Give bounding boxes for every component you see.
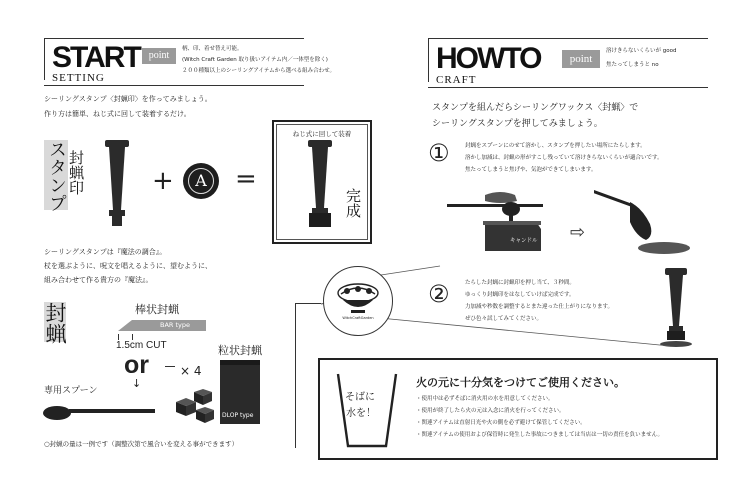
or-label: or bbox=[124, 351, 149, 379]
bar-cut-label: 1.5cm CUT bbox=[116, 340, 167, 351]
step1-line-1: 封蝋をスプーンにのせて溶かし、スタンプを押したい場所にたらします。 bbox=[465, 143, 646, 149]
assembled-stamp-icon bbox=[300, 140, 340, 235]
dlop-type-label: DLOP type bbox=[222, 412, 254, 419]
start-header-bottom-line bbox=[44, 85, 304, 86]
step2-line-3: 力加減や秒数を調整するとまた違った仕上がりになります。 bbox=[465, 304, 614, 310]
howto-title: HOWTO bbox=[436, 42, 541, 75]
spoon-icon bbox=[42, 398, 157, 422]
right-arrow-icon: ⇨ bbox=[570, 222, 586, 243]
wax-frame-vline bbox=[295, 303, 296, 448]
dripping-spoon-illustration bbox=[594, 184, 704, 264]
caution-headline: 火の元に十分気をつけてご使用ください。 bbox=[416, 376, 625, 389]
caution-item-1: ・使用中は必ずそばに消火用の水を用意してください。 bbox=[416, 396, 554, 402]
howto-header-left-line bbox=[428, 38, 429, 82]
caution-item-4: ・関連アイテムの使用および保管時に発生した事故につきましては当店は一切の責任を負いません。 bbox=[416, 432, 663, 438]
howto-header-top-line bbox=[428, 38, 708, 39]
cup-text-2: 水を！ bbox=[346, 408, 376, 419]
howto-note-2: 焦たってしまうと no bbox=[606, 62, 659, 68]
start-desc-3: 組み合わせて作る貴方の『魔法』。 bbox=[44, 276, 153, 284]
complete-label: 完成 bbox=[344, 188, 362, 218]
equals-sign: = bbox=[235, 164, 257, 194]
howto-intro-1: スタンプを組んだらシーリングワックス〈封蝋〉で bbox=[432, 103, 639, 113]
start-desc-2: 杖を選ぶように、呪文を唱えるように、望むように、 bbox=[44, 262, 212, 270]
start-point-badge: point bbox=[142, 48, 176, 64]
screw-caption: ねじ式に回して装着 bbox=[292, 130, 352, 138]
step2-line-1: たらした封蝋に封蝋印を押し当て、３秒間。 bbox=[465, 280, 575, 286]
wax-footnote: ○封蝋の量は一例です（調整次第で風合いを変える事ができます） bbox=[44, 440, 239, 448]
bar-title: 棒状封蝋 bbox=[135, 303, 179, 316]
seal-stamp-label: 封蝋印 bbox=[67, 150, 85, 195]
step1-number: ① bbox=[428, 139, 450, 167]
start-title: START bbox=[52, 41, 140, 74]
start-header-left-line bbox=[44, 38, 45, 80]
howto-subtitle: CRAFT bbox=[436, 74, 477, 86]
step2-line-2: ゆっくり封蝋印をはなしていけば完成です。 bbox=[465, 292, 575, 298]
step1-line-2: 溶かし加減は、封蝋の形がすこし残っていて溶けきらないくらいが適合いです。 bbox=[465, 155, 663, 161]
candle-label: キャンドル bbox=[510, 238, 538, 244]
start-desc-1: シーリングスタンプは『魔法の調合』。 bbox=[44, 248, 167, 256]
howto-header-bottom-line bbox=[428, 87, 708, 88]
stamp-handle-icon bbox=[100, 140, 134, 230]
wax-title: 封蝋 bbox=[43, 302, 67, 344]
grain-title: 粒状封蝋 bbox=[218, 344, 262, 357]
seal-brand-text: WitchCraftGarden bbox=[342, 316, 374, 320]
caution-item-2: ・使用が終了したら火の元は入念に消火を行ってください。 bbox=[416, 408, 565, 414]
step1-line-3: 焦たってしまうと焦げや、気泡ができてしまいます。 bbox=[465, 167, 597, 173]
howto-note-1: 溶けきらないくらいが good bbox=[606, 48, 677, 54]
start-note-3: ２００種類以上のシーリングアイテムから選べる組み合わせ。 bbox=[182, 68, 335, 74]
grain-box-top bbox=[220, 360, 260, 365]
wax-cubes-icon bbox=[172, 388, 218, 424]
howto-header bbox=[428, 38, 708, 88]
bar-type-label: BAR type bbox=[160, 321, 191, 329]
step2-line-4: ぜひ色々試してみてください。 bbox=[465, 316, 543, 322]
down-arrow-icon: ↓ bbox=[132, 377, 142, 390]
cup-text-1: そばに bbox=[345, 392, 375, 403]
times-label: × 4 bbox=[180, 364, 202, 378]
or-dash bbox=[165, 366, 175, 367]
start-header bbox=[44, 38, 335, 86]
start-header-top-line bbox=[44, 38, 304, 39]
howto-intro-2: シーリングスタンプを押してみましょう。 bbox=[432, 119, 603, 129]
caution-item-3: ・関連アイテムは直射日光や火の側を必ず避けて保管してください。 bbox=[416, 420, 586, 426]
seal-letter: A bbox=[195, 171, 207, 190]
spoon-label: 専用スプーン bbox=[44, 386, 98, 396]
step2-number: ② bbox=[428, 280, 450, 308]
start-note-2: (Witch Craft Garden 取り扱いアイテム内／一体型を除く) bbox=[182, 57, 328, 63]
candle-spoon-illustration bbox=[445, 185, 555, 255]
start-intro-1: シーリングスタンプ〈封蝋印〉を作ってみましょう。 bbox=[44, 95, 212, 103]
start-intro-2: 作り方は簡単、ねじ式に回して装着するだけ。 bbox=[44, 110, 191, 118]
start-note-1: 柄、印、着せ替え可能。 bbox=[182, 46, 243, 52]
crest-icon bbox=[333, 280, 383, 316]
plus-sign: + bbox=[152, 166, 174, 196]
howto-point-badge: point bbox=[562, 50, 600, 68]
start-subtitle: SETTING bbox=[52, 72, 105, 84]
stamp-label: スタンプ bbox=[46, 140, 67, 212]
